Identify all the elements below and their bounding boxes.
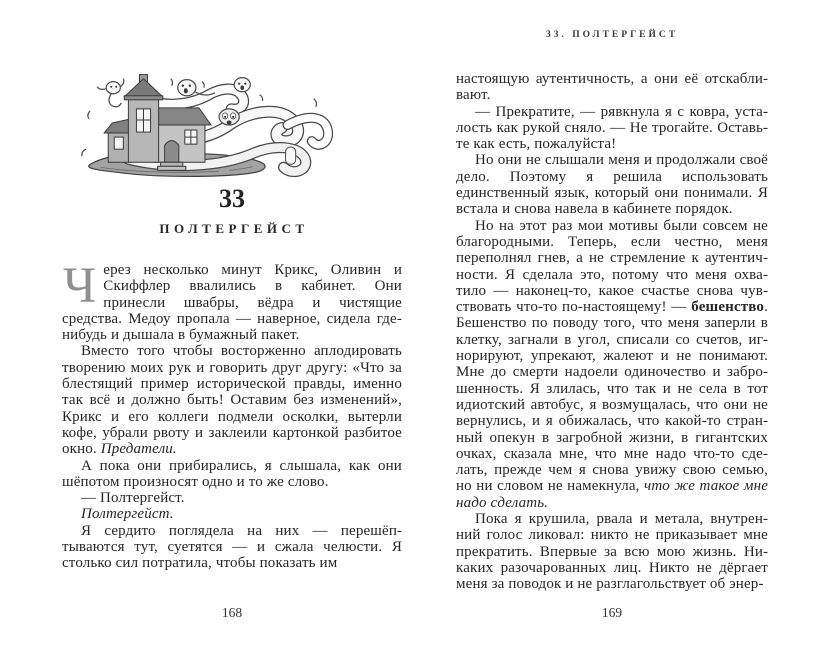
page-number-right: 169 bbox=[601, 605, 623, 620]
ghost-icon-middle bbox=[219, 109, 239, 125]
paragraph-text: Вместо того чтобы восторженно аплодировать творению моих рук и говорить друг другу: «Что за блестящий пример исторической правды, именно так всё и должно быть! Оставим без изменений», Крикс и его коллеги подмели осколки, вытерли кофе, убрали рвоту и заклеили картонкой разбитое окно. bbox=[62, 343, 402, 458]
paragraph-italic: Полтергейст. bbox=[81, 506, 174, 523]
paragraph: А пока они прибирались, я слышала, как они шёпотом произносят одно и то же слово. bbox=[62, 457, 402, 490]
chapter-illustration bbox=[78, 74, 342, 178]
side-window bbox=[185, 130, 197, 144]
annex-window bbox=[114, 137, 123, 149]
running-header: 33. ПОЛТЕРГЕЙСТ bbox=[545, 30, 679, 40]
paragraph: Пока я крушила, рвала и метала, внутренний голос ликовал: никто не приказывает мне прекратить. Впервые за всю мою жизнь. Никаких разочарованных лиц. Никто не дёргает меня за поводок и не разглагольствует об энер- bbox=[456, 511, 768, 593]
paragraph-text-bold: бешенство bbox=[691, 299, 765, 316]
door bbox=[165, 141, 179, 163]
paragraph: настоящую аутентичность, а они её отскабливают. bbox=[456, 71, 768, 104]
page-number-left: 168 bbox=[221, 605, 243, 620]
paragraph-text: . Бешенство по поводу того, что меня заперли в клетку, загнали в угол, списали со счетов, игнорируют, упрекают, жалеют и не понимают. Мне до смерти надоели одиночество и заброшенность. Я злилась, что так и не села в тот идиотский автобус, я возмущалась, что они не вернулись, и я обижалась, что какой-то странный опекун в загробной жизни, в гигантских очках, сказала мне, что мне надо что-то сделать, прежде чем я снова увижу свою семью, но ни словом не намекнула, bbox=[456, 299, 768, 495]
tower-roof bbox=[124, 79, 162, 97]
paragraph: Но они не слышали меня и продолжали своё дело. Поэтому я решила использовать единственный язык, который они понимали. Я встала и снова навела в кабинете порядок. bbox=[456, 152, 768, 218]
chapter-title: ПОЛТЕРГЕЙСТ bbox=[159, 221, 309, 236]
paragraph: — Прекратите, — рявкнула я с ковра, усталость как рукой сняло. — Не трогайте. Оставьте как есть, пожалуйста! bbox=[456, 103, 768, 153]
tower-window bbox=[136, 109, 150, 132]
haunted-house-ghosts-illustration bbox=[78, 74, 342, 178]
paragraph bbox=[62, 258, 402, 344]
page-right bbox=[456, 0, 768, 656]
ghost-icon-left bbox=[97, 79, 124, 107]
paragraph bbox=[456, 218, 768, 511]
drop-cap: Ч bbox=[63, 258, 97, 314]
paragraph-text: Но на этот раз мои мотивы были совсем не благородными. Теперь, если честно, меня переполнял гнев, а не стремление к аутентичности. Я сделала это, потому что меня охватило — наконец-то, какое счастье снова чувствовать что-то по-настоящему! — bbox=[456, 217, 768, 316]
paragraph-text-italic: что же такое мне надо сделать. bbox=[456, 478, 768, 511]
paragraph: — Полтергейст. bbox=[81, 490, 185, 507]
paragraph: Я сердито поглядела на них — перешёптываются тут, суетятся — и сжала челюсти. Я столько сил потратила, чтобы показать им bbox=[62, 522, 402, 572]
gravestone bbox=[286, 147, 296, 164]
right-page-text bbox=[456, 71, 768, 593]
paragraph-text: ерез несколько минут Крикс, Оливин и Скиффлер ввалились в кабинет. Они принесли швабры, вёдра и чистящие средства. Медоу пропала — наверное, сидела где-нибудь и дышала в бумажный пакет. bbox=[62, 262, 402, 344]
left-page-text bbox=[62, 258, 402, 572]
ghost-icon-top-right bbox=[234, 78, 250, 92]
chapter-number: 33 bbox=[219, 184, 245, 213]
paragraph-text-italic: Предатели. bbox=[100, 441, 177, 458]
paragraph bbox=[62, 343, 402, 457]
page-left bbox=[62, 0, 402, 656]
